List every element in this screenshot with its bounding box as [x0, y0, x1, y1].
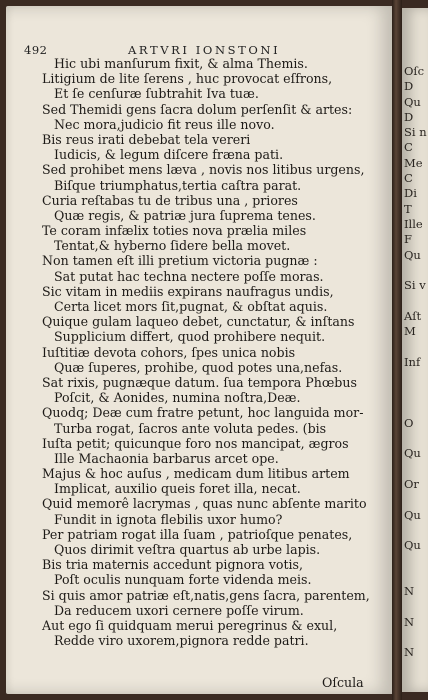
right-page-fragment: D	[404, 79, 414, 94]
verse-line: Redde viro uxorem,pignora redde patri.	[54, 633, 309, 649]
right-page-fragment: T	[404, 201, 412, 216]
verse-line: Sat putat hac techna nectere poſſe moras.	[54, 268, 324, 284]
right-page-fragment	[402, 630, 428, 645]
right-page-fragment: Di	[404, 186, 417, 201]
verse-line: Et ſe cenſuræ ſubtrahit Iva tuæ.	[54, 86, 259, 102]
right-page-fragment: Qu	[404, 538, 421, 553]
verse-line: Litigium de lite ſerens , huc provocat eſfrons,	[42, 71, 333, 87]
verse-line: Quid memorê lacrymas , quas nunc abſente marito	[42, 496, 367, 512]
right-page-fragment	[402, 523, 428, 538]
right-page-fragment: N	[404, 645, 415, 660]
right-page-fragment: Si v	[404, 278, 426, 293]
right-page-fragment: C	[404, 140, 413, 155]
verse-line: Si quis amor patriæ eſt,natis,gens ſacra, parentem,	[42, 587, 370, 603]
right-page-fragment: Qu	[404, 446, 421, 461]
verse-line: Supplicium differt, quod prohibere nequit.	[54, 329, 326, 345]
left-page	[6, 6, 392, 694]
verse-line: Aut ego ſi quidquam merui peregrinus & exul,	[42, 617, 338, 633]
right-page-fragment: F	[404, 232, 412, 247]
page-number: 492	[24, 43, 48, 57]
verse-line: Quique gulam laqueo debet, cunctatur, & inſtans	[42, 314, 355, 330]
verse-line: Sic vitam in mediis expirans naufragus undis,	[42, 283, 334, 299]
right-page-fragment: Oſc	[404, 64, 425, 78]
right-page-fragment: C	[404, 171, 413, 186]
verse-line: Hic ubi manſurum fixit, & alma Themis.	[54, 56, 308, 71]
verse-line: Implicat, auxilio queis foret illa, necat.	[54, 481, 301, 497]
right-page-fragment: D	[404, 109, 414, 124]
right-page-fragments	[402, 64, 428, 661]
right-page-fragment	[402, 293, 428, 308]
verse-line: Da reducem uxori cernere poſſe virum.	[54, 602, 304, 618]
verse-line: Nec mora,judicio fit reus ille novo.	[54, 116, 275, 132]
right-page-fragment: Inf	[404, 354, 421, 369]
right-page-fragment: O	[404, 415, 414, 430]
verse-line: Quos dirimit veſtra quartus ab urbe lapis.	[54, 542, 321, 557]
verse-line: Quodq; Deæ cum fratre petunt, hoc languida mor-	[42, 405, 364, 421]
right-page-fragment	[402, 599, 428, 614]
right-page-fragment: Me	[404, 155, 423, 170]
verse-line: Quæ ſuperes, prohibe, quod potes una,nefas.	[54, 359, 343, 375]
verse-line: Bis tria maternis accedunt pignora votis,	[42, 557, 304, 573]
verse-line: Te coram infælix toties nova prælia miles	[42, 223, 307, 239]
page-header	[24, 43, 364, 57]
right-page-fragment: Qu	[404, 94, 421, 109]
right-page-fragment	[402, 492, 428, 507]
verse-line: Turba rogat, ſacros ante voluta pedes. (bis	[54, 420, 327, 436]
poem-text	[42, 56, 378, 648]
right-page-fragment: M	[404, 324, 416, 339]
verse-line: Non tamen eſt illi pretium victoria pugnæ :	[42, 253, 318, 269]
right-page-fragment: Si n	[404, 125, 427, 140]
verse-line: Curia reſtabas tu de tribus una , priores	[42, 192, 298, 208]
verse-line: Iuſtitiæ devota cohors, ſpes unica nobis	[42, 344, 296, 360]
right-page-fragment	[402, 339, 428, 354]
verse-line: Quæ regis, & patriæ jura ſuprema tenes.	[54, 207, 316, 223]
verse-line: Iudicis, & legum diſcere fræna pati.	[54, 147, 284, 163]
verse-line: Bis reus irati debebat tela vereri	[42, 131, 251, 147]
verse-line: Sed Themidi gens ſacra dolum perſenſit & artes:	[42, 101, 353, 117]
right-page-edge	[402, 8, 428, 692]
verse-line: Sat rixis, pugnæque datum. ſua tempora Phœbus	[42, 374, 357, 390]
right-page-fragment	[402, 554, 428, 569]
verse-line: Sed prohibet mens læva , novis nos litibus urgens,	[42, 162, 365, 178]
right-page-fragment	[402, 385, 428, 400]
verse-line: Poſt oculis nunquam forte videnda meis.	[54, 572, 312, 588]
verse-line: Iuſta petit; quicunque foro nos mancipat, ægros	[42, 435, 349, 451]
right-page-fragment: N	[404, 614, 415, 629]
right-page-fragment: Qu	[404, 507, 421, 522]
verse-line: Biſque triumphatus,tertia caſtra parat.	[54, 177, 302, 193]
right-page-fragment: Aſt	[404, 308, 422, 323]
verse-line: Tentat,& hyberno ſidere bella movet.	[54, 238, 291, 254]
verse-line: Ille Machaonia barbarus arcet ope.	[54, 450, 279, 466]
verse-line: Majus & hoc auſus , medicam dum litibus artem	[42, 466, 350, 482]
running-head: ARTVRI IONSTONI	[128, 43, 281, 57]
right-page-fragment	[402, 263, 428, 278]
verse-line: Poſcit, & Aonides, numina noſtra,Deæ.	[54, 390, 301, 406]
right-page-fragment	[402, 569, 428, 584]
right-page-fragment	[402, 431, 428, 446]
right-page-fragment: Ille	[404, 216, 423, 231]
right-page-fragment: Qu	[404, 247, 421, 262]
verse-line: Certa licet mors ſit,pugnat, & obſtat aquis.	[54, 299, 328, 314]
right-page-fragment: Or	[404, 477, 419, 492]
catchword: Oſcula	[322, 675, 364, 690]
right-page-fragment	[402, 462, 428, 477]
book-gutter	[392, 0, 402, 700]
right-page-fragment: N	[404, 584, 415, 599]
verse-line: Fundit in ignota flebilis uxor humo?	[54, 511, 283, 527]
right-page-fragment	[402, 401, 428, 416]
right-page-fragment	[402, 370, 428, 385]
verse-line: Per patriam rogat illa ſuam , patrioſque penates,	[42, 526, 353, 542]
